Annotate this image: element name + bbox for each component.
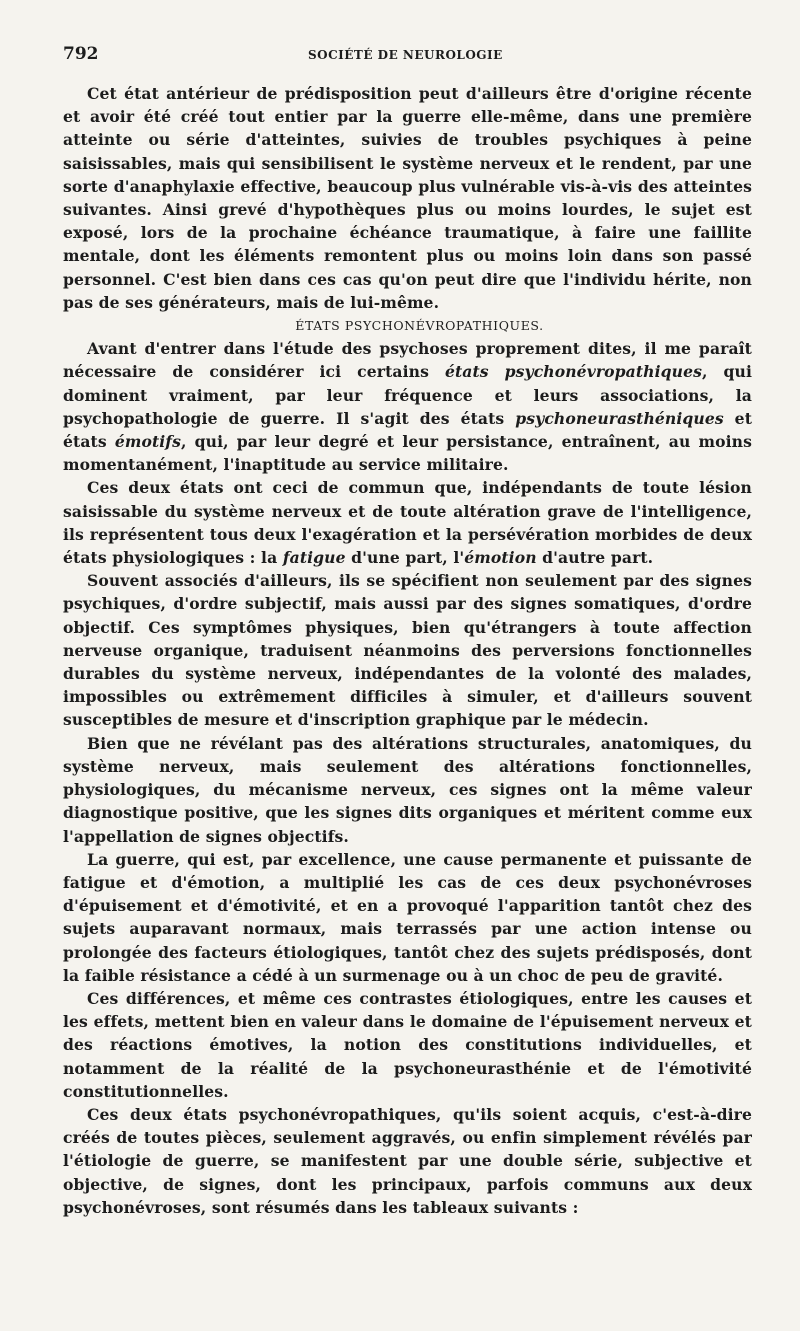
page-header [63, 44, 752, 74]
page-body [63, 82, 752, 1219]
paragraph-2 [63, 337, 752, 476]
paragraph-1: Cet état antérieur de prédisposition peut d'ailleurs être d'origine récente et avoir été créé tout entier par la guerre elle-même, dans une première atteinte ou série d'atteintes, suivies de troubles psychiques à peine saisissables, mais qui sensibilisent le système nerveux et le rendent, par une sorte d'anaphylaxie effective, beaucoup plus vulnérable vis-à-vis des atteintes suivantes. Ainsi grevé d'hypothèques plus ou moins lourdes, le sujet est exposé, lors de la prochaine échéance traumatique, à faire une faillite mentale, dont les éléments remontent plus ou moins loin dans son passé personnel. C'est bien dans ces cas qu'on peut dire que l'individu hérite, non pas de ses générateurs, mais de lui-même. [63, 84, 752, 312]
page-number: 792 [63, 44, 99, 64]
paragraph-3-text-b: d'une part, l' [345, 548, 465, 568]
term-emotifs: émotifs [114, 432, 181, 452]
paragraph-3 [63, 476, 752, 569]
paragraph-6: La guerre, qui est, par excellence, une cause permanente et puissante de fatigue et d'émotion, a multiplié les cas de ces deux psychonévroses d'épuisement et d'émotivité, et en a provoqué l'apparition tantôt chez des sujets auparavant normaux, mais terrassés par une action intense ou prolongée des facteurs étiologiques, tantôt chez des sujets prédisposés, dont la faible résistance a cédé à un surmenage ou à un choc de peu de gravité. [63, 849, 752, 985]
paragraph-8: Ces deux états psychonévropathiques, qu'ils soient acquis, c'est-à-dire créés de toutes pièces, seulement aggravés, ou enfin simplement révélés par l'étiologie de guerre, se manifestent par une double série, subjective et objective, de signes, dont les principaux, parfois communs aux deux psychonévroses, sont résumés dans les tableaux suivants : [63, 1104, 752, 1217]
paragraph-5: Bien que ne révélant pas des altérations structurales, anatomiques, du système nerveux, mais seulement des altérations fonctionnelles, physiologiques, du mécanisme nerveux, ces signes ont la même valeur diagnostique positive, que les signes dits organiques et méritent comme eux l'appellation de signes objectifs. [63, 733, 752, 846]
paragraph-3-text-c: d'autre part. [536, 548, 654, 568]
paragraph-4: Souvent associés d'ailleurs, ils se spécifient non seulement par des signes psychiques, d'ordre subjectif, mais aussi par des signes somatiques, d'ordre objectif. Ces symptômes physiques, bien qu'étrangers à toute affection nerveuse organique, traduisent néanmoins des perversions fonctionnelles durables du système nerveux, indépendantes de la volonté des malades, impossibles ou extrêmement difficiles à simuler, et d'ailleurs souvent susceptibles de mesure et d'inscription graphique par le médecin. [63, 571, 752, 730]
term-psychonevropathiques: états psychonévropathiques [444, 362, 702, 382]
section-title: ÉTATS PSYCHONÉVROPATHIQUES. [295, 318, 544, 334]
paragraph-7: Ces différences, et même ces contrastes étiologiques, entre les causes et les effets, mettent bien en valeur dans le domaine de l'épuisement nerveux et des réactions émotives, la notion des constitutions individuelles, et notamment de la réalité de la psychoneurasthénie et de l'émotivité constitutionnelles. [63, 988, 752, 1101]
paragraph-2-text-b: , qui dominent vraiment, par leur fréquence et leurs associations, la psychopathologie de guerre. Il s'agit des états [63, 362, 752, 428]
running-head: SOCIÉTÉ DE NEUROLOGIE [308, 48, 503, 62]
paragraph-3-text-a: Ces deux états ont ceci de commun que, indépendants de toute lésion saisissable du système nerveux et de toute altération grave de l'intelligence, ils représentent tous deux l'exagération et la persévération morbides de deux états physiologiques : la [63, 478, 752, 568]
paragraph-2-text-a: Avant d'entrer dans l'étude des psychoses proprement dites, il me paraît nécessaire de considérer ici certains [63, 339, 752, 382]
paragraph-2-text-c: et états [63, 408, 752, 452]
term-psychoneurastheniques: psychoneurasthéniques [515, 408, 724, 428]
paragraph-2-text-d: , qui, par leur degré et leur persistance, entraînent, au moins momentanément, l'inaptitude au service militaire. [63, 432, 752, 475]
term-emotion: émotion [464, 548, 537, 568]
term-fatigue: fatigue [282, 548, 346, 568]
